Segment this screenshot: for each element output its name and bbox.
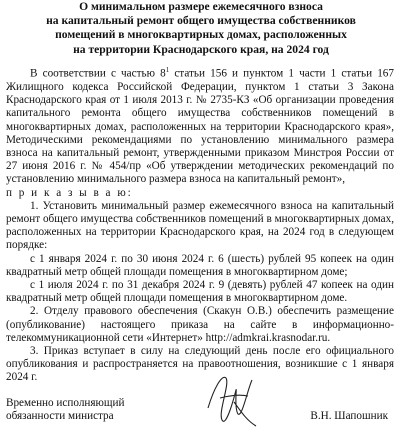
- title-line-3: помещений в многоквартирных домах, расположенных: [55, 28, 347, 42]
- preamble-part-2: статьи 156 и пунктом 1 части 1 статьи 167 Жилищного кодекса Российской Федерации, пунктом 1 статьи 3 Закона Краснодарского края от 1 июля 2013 г. № 2735-КЗ «Об организации проведения капитального ремонта общего имущества собственников помещений в многоквартирных домах, расположенных на территории Краснодарского края», Методическими рекомендациями по установлению минимального размера взноса на капитальный ремонт, утвержденными приказом Минстроя России от 27 июня 2016 г. № 454/пр «Об утверждении методических рекомендаций по установлению минимального размера взноса на капитальный ремонт»,: [6, 67, 394, 186]
- item-1: 1. Установить минимальный размер ежемесячного взноса на капитальный ремонт общего имущества собственников помещений в многоквартирных домах, расположенных на территории Краснодарского края, на 2024 год в следующем порядке:: [6, 199, 394, 252]
- item-3: 3. Приказ вступает в силу на следующий день после его официального опубликования и распространяется на правоотношения, возникшие с 1 января 2024 г.: [6, 345, 394, 384]
- item-2: 2. Отделу правового обеспечения (Скакун О.В.) обеспечить размещение (опубликование) настоящего приказа на сайте в информационно-телекоммуникационной сети «Интернет» http://admkrai.krasnodar.ru.: [6, 305, 394, 344]
- position-line-2: обязанности министра: [6, 410, 114, 423]
- item-1a: с 1 января 2024 г. по 30 июня 2024 г. 6 (шесть) рублей 95 копеек на один квадратный метр общей площади помещения в многоквартирном доме;: [6, 252, 394, 278]
- signatory-name: В.Н. Шапошник: [310, 410, 388, 422]
- orders-line: п р и к а з ы в а ю:: [6, 186, 133, 199]
- preamble-part-1: В соответствии с частью 8: [30, 67, 166, 80]
- position-line-1: Временно исполняющий: [6, 397, 125, 409]
- signatory-position: [6, 397, 124, 423]
- title-line-4: на территории Краснодарского края, на 2024 год: [73, 42, 329, 56]
- item-1b: с 1 июля 2024 г. по 31 декабря 2024 г. 9 (девять) рублей 47 копеек на один квадратный метр общей площади помещения в многоквартирном доме.: [6, 278, 394, 305]
- title-line-1: О минимальном размере ежемесячного взноса: [79, 0, 323, 13]
- preamble-superscript: 1: [165, 66, 170, 74]
- document-title: [20, 0, 382, 57]
- title-line-2: на капитальный ремонт общего имущества собственников: [46, 14, 356, 28]
- document-body: [0, 64, 400, 385]
- handwritten-signature: [204, 368, 262, 432]
- preamble-paragraph: [0, 64, 400, 187]
